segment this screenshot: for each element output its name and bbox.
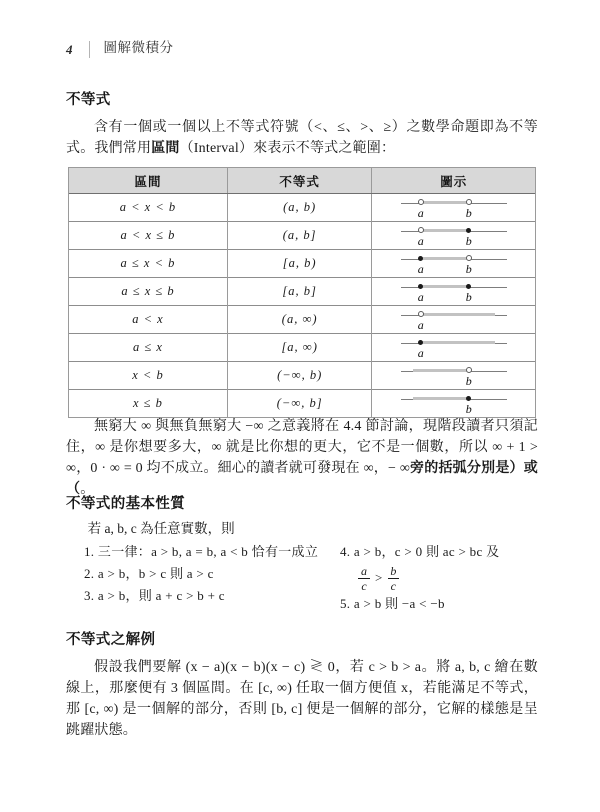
closed-endpoint-left	[418, 284, 423, 289]
infinity-text-bold: 旁的括弧分別是）或（	[66, 460, 538, 497]
intro-term-interval: 區間	[151, 140, 180, 156]
fraction-operator: >	[375, 570, 383, 585]
section-inequality	[66, 88, 538, 159]
properties-column-left	[84, 541, 334, 607]
number-line-diagram	[395, 251, 513, 277]
running-head	[66, 38, 174, 60]
interval-table-body	[69, 194, 535, 418]
endpoint-label-right: b	[465, 373, 472, 388]
closed-endpoint-right	[466, 284, 471, 289]
cell-diagram	[372, 194, 535, 222]
endpoint-label-left: a	[417, 317, 424, 332]
table-row	[69, 334, 535, 362]
closed-endpoint-left	[418, 340, 423, 345]
cell-interval: a < x ≤ b	[69, 222, 227, 250]
column-header-diagram: 圖示	[372, 168, 535, 194]
number-line-shaded-band	[421, 313, 495, 316]
cell-interval: x < b	[69, 362, 227, 390]
cell-diagram	[372, 250, 535, 278]
fraction-left-numerator: a	[361, 563, 367, 578]
cell-notation: [a, ∞)	[227, 334, 371, 362]
endpoint-label-left: a	[417, 345, 424, 360]
open-endpoint-left	[418, 199, 424, 205]
open-endpoint-right	[466, 367, 472, 373]
number-line-shaded-band	[421, 201, 469, 204]
infinity-text-end: 。	[80, 482, 95, 497]
properties-block	[66, 519, 538, 627]
properties-column-right	[340, 541, 540, 615]
number-line-shaded-band	[421, 341, 495, 344]
closed-endpoint-left	[418, 256, 423, 261]
cell-diagram	[372, 334, 535, 362]
number-line-diagram	[395, 391, 513, 417]
intro-text-a: 含有一個或一個以上不等式符號（<、≤、>、≥）之數學命題即為不等式。我們常用	[66, 120, 538, 156]
cell-interval: x ≤ b	[69, 390, 227, 418]
heading-inequality: 不等式	[66, 92, 111, 108]
interval-table	[69, 168, 535, 417]
property-item-4-fraction	[356, 563, 540, 593]
endpoint-label-left: a	[417, 261, 424, 276]
endpoint-label-right: b	[465, 233, 472, 248]
number-line-diagram	[395, 195, 513, 221]
endpoint-label-left: a	[417, 233, 424, 248]
number-line-diagram	[395, 223, 513, 249]
property-item-2: 2. a > b，b > c 則 a > c	[84, 566, 214, 581]
properties-columns	[66, 541, 538, 627]
number-line-diagram	[395, 363, 513, 389]
section-solving-examples	[66, 628, 538, 741]
number-line-shaded-band	[421, 257, 469, 260]
cell-interval: a ≤ x	[69, 334, 227, 362]
number-line-diagram	[395, 279, 513, 305]
fraction-left-denominator: c	[358, 578, 369, 592]
cell-notation: (−∞, b)	[227, 362, 371, 390]
table-row	[69, 250, 535, 278]
book-title: 圖解微積分	[103, 40, 174, 57]
number-line-diagram	[395, 307, 513, 333]
cell-interval: a < x < b	[69, 194, 227, 222]
section-basic-properties	[66, 492, 538, 627]
number-line-shaded-band	[421, 285, 469, 288]
column-header-inequality: 不等式	[227, 168, 371, 194]
number-line-shaded-band	[413, 397, 469, 400]
property-item-1: 1. 三一律：a > b, a = b, a < b 恰有一成立	[84, 544, 319, 559]
properties-lead: 若 a, b, c 為任意實數，則	[87, 521, 235, 536]
number-line-diagram	[395, 335, 513, 361]
cell-notation: (−∞, b]	[227, 390, 371, 418]
cell-notation: [a, b)	[227, 250, 371, 278]
cell-interval: a < x	[69, 306, 227, 334]
heading-solving-examples: 不等式之解例	[66, 632, 156, 648]
table-row	[69, 306, 535, 334]
cell-interval: a ≤ x ≤ b	[69, 278, 227, 306]
cell-diagram	[372, 278, 535, 306]
fraction-right-denominator: c	[388, 578, 399, 592]
endpoint-label-left: a	[417, 289, 424, 304]
endpoint-label-right: b	[465, 401, 472, 416]
fraction-right-numerator: b	[390, 563, 397, 578]
property-item-4: 4. a > b，c > 0 則 ac > bc 及	[340, 544, 500, 559]
endpoint-label-right: b	[465, 289, 472, 304]
page-folio: 4	[66, 41, 73, 57]
table-header-row	[69, 168, 535, 194]
section-infinity-note	[66, 416, 538, 500]
fraction-right	[387, 565, 399, 592]
paragraph-solving: 假設我們要解 (x − a)(x − b)(x − c) ≷ 0，若 c > b > a。將 a, b, c 繪在數線上，那麼便有 3 個區間。在 [c, ∞) 任取一個方便值 x，若能滿足不等式，那 [c, ∞) 是一個解的部分，否則 [b, c] 便是一個解的部分，它解的樣態是呈跳躍狀態。	[66, 660, 538, 738]
open-endpoint-right	[466, 199, 472, 205]
closed-endpoint-right	[466, 228, 471, 233]
table-row	[69, 362, 535, 390]
endpoint-label-left: a	[417, 205, 424, 220]
table-row	[69, 278, 535, 306]
cell-diagram	[372, 306, 535, 334]
heading-basic-properties: 不等式的基本性質	[66, 496, 186, 512]
cell-notation: (a, ∞)	[227, 306, 371, 334]
column-header-interval: 區間	[69, 168, 227, 194]
open-endpoint-left	[418, 311, 424, 317]
property-item-3: 3. a > b，則 a + c > b + c	[84, 588, 225, 603]
cell-notation: [a, b]	[227, 278, 371, 306]
endpoint-label-right: b	[465, 261, 472, 276]
number-line-shaded-band	[421, 229, 469, 232]
open-endpoint-right	[466, 255, 472, 261]
property-item-5: 5. a > b 則 −a < −b	[340, 596, 445, 611]
infinity-text-a: 無窮大 ∞ 與無負無窮大 −∞ 之意義將在 4.4 節討論，現階段讀者只須記住，∞ 是你想要多大，∞ 就是比你想的更大，它不是一個數，所以 ∞ + 1 > ∞，0 · ∞ = 0 均不成立。細心的讀者就可發現在 ∞，− ∞	[66, 419, 538, 476]
cell-interval: a ≤ x < b	[69, 250, 227, 278]
paragraph-inequality-intro	[66, 117, 538, 159]
paragraph-infinity	[66, 416, 538, 500]
cell-diagram	[372, 390, 535, 418]
closed-endpoint-right	[466, 396, 471, 401]
cell-notation: (a, b]	[227, 222, 371, 250]
interval-table-wrapper	[68, 167, 536, 418]
fraction-left	[358, 565, 370, 592]
number-line-shaded-band	[413, 369, 469, 372]
endpoint-label-right: b	[465, 205, 472, 220]
cell-notation: (a, b)	[227, 194, 371, 222]
table-row	[69, 222, 535, 250]
open-endpoint-left	[418, 227, 424, 233]
cell-diagram	[372, 222, 535, 250]
table-row	[69, 390, 535, 418]
cell-diagram	[372, 362, 535, 390]
head-divider	[89, 41, 90, 58]
intro-text-b: （Interval）來表示不等式之範圍：	[179, 141, 396, 156]
table-row	[69, 194, 535, 222]
